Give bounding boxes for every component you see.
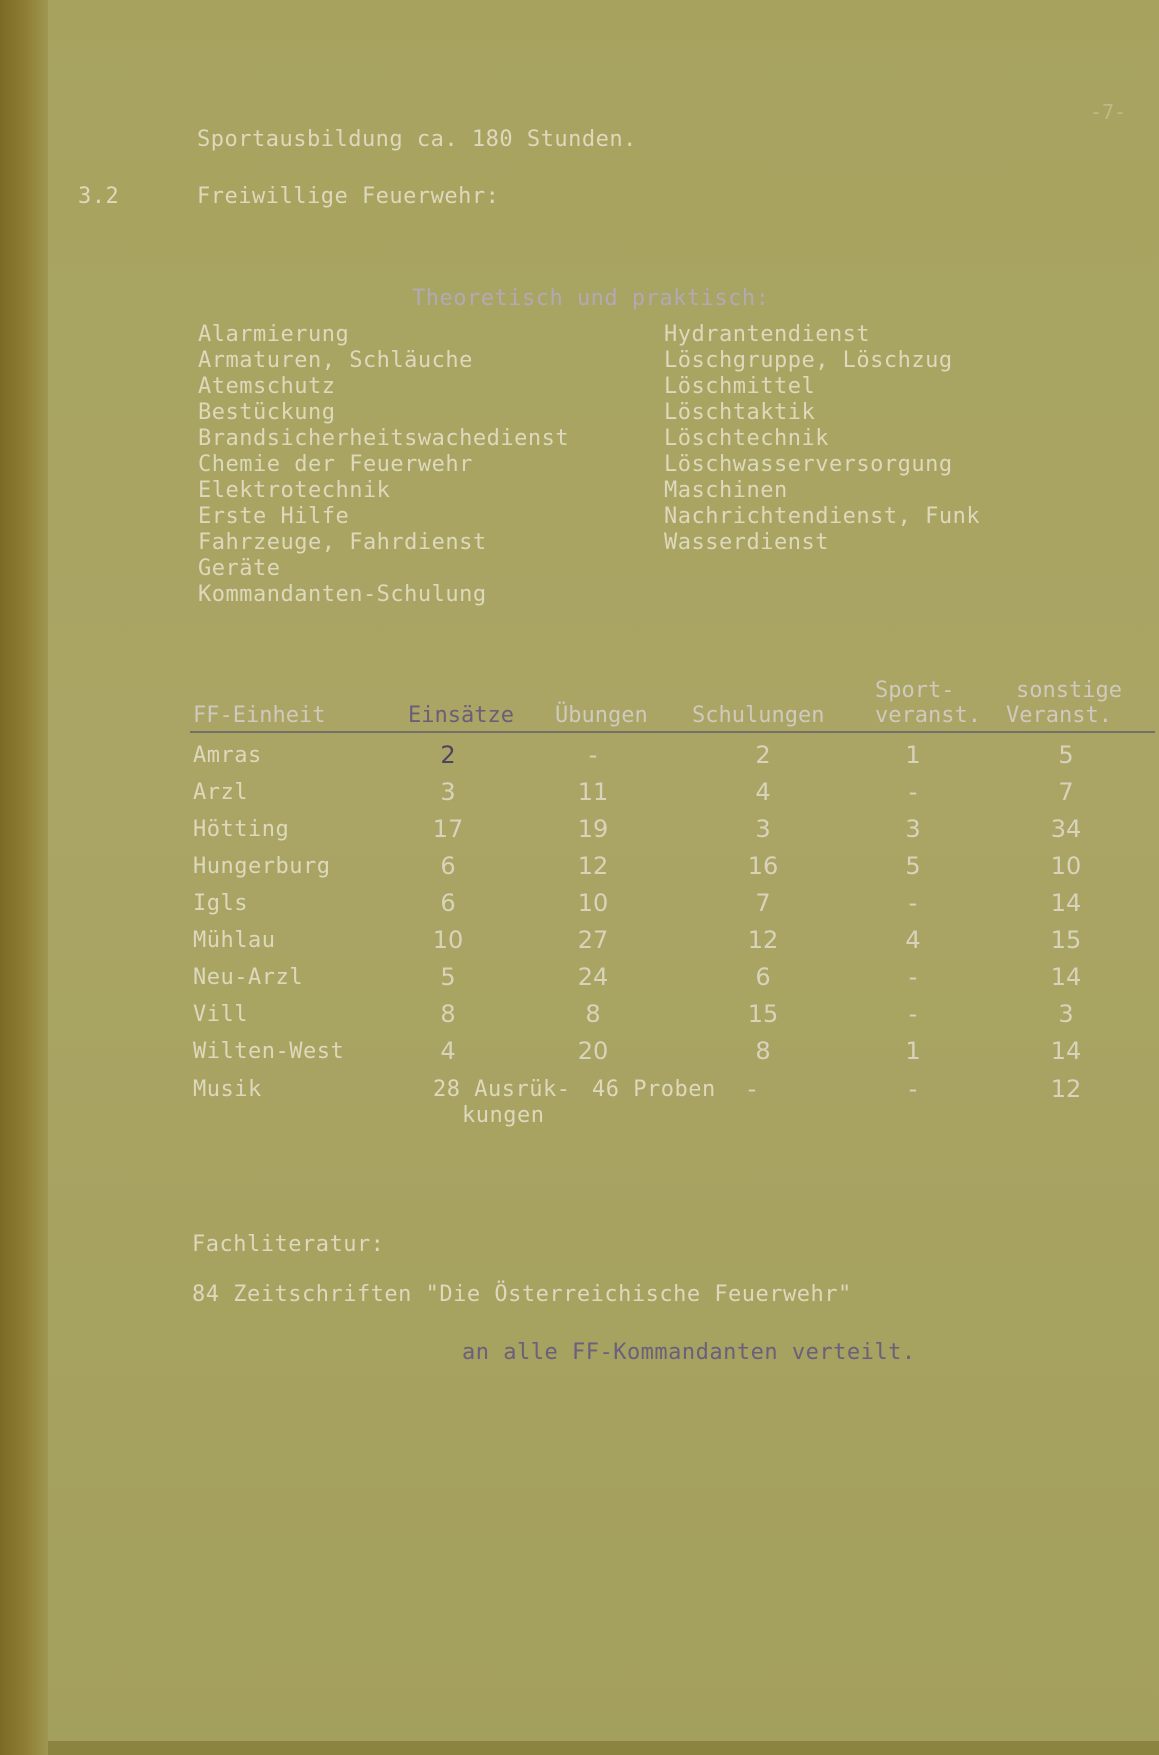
cell-uebungen: - [588, 741, 598, 769]
cell-sport: 1 [905, 1037, 921, 1065]
header-sport-line1: Sport- [875, 678, 955, 703]
cell-sport: - [908, 889, 918, 917]
cell-einsaetze: 4 [440, 1037, 456, 1065]
cell-uebungen: 11 [577, 778, 609, 806]
cell-schulungen: 12 [747, 926, 779, 954]
topic-item: Armaturen, Schläuche [198, 348, 473, 373]
cell-unit: Igls [193, 891, 248, 916]
cell-einsaetze: 17 [432, 815, 464, 843]
page-binding-edge [0, 0, 48, 1755]
cell-einsaetze: 6 [440, 889, 456, 917]
cell-schulungen: 7 [755, 889, 771, 917]
cell-unit: Amras [193, 743, 262, 768]
topic-item: Hydrantendienst [664, 322, 871, 347]
topic-item: Brandsicherheitswachedienst [198, 426, 570, 451]
cell-sonstige: 34 [1050, 815, 1082, 843]
topic-item: Löschmittel [664, 374, 816, 399]
cell-uebungen: 46 Proben [592, 1077, 716, 1102]
cell-sonstige: 12 [1050, 1075, 1082, 1103]
cell-schulungen: 4 [755, 778, 771, 806]
cell-schulungen: - [747, 1075, 757, 1103]
topic-item: Löschtechnik [664, 426, 829, 451]
header-sport-line2: veranst. [875, 703, 981, 728]
cell-unit: Hötting [193, 817, 290, 842]
header-underline [190, 731, 1155, 733]
cell-uebungen: 10 [577, 889, 609, 917]
cell-sport: 4 [905, 926, 921, 954]
topic-item: Löschtaktik [664, 400, 816, 425]
header-einsaetze: Einsätze [408, 703, 514, 728]
header-schulungen: Schulungen [692, 703, 825, 728]
topic-item: Nachrichtendienst, Funk [664, 504, 981, 529]
cell-sport: 5 [905, 852, 921, 880]
cell-unit: Musik [193, 1077, 262, 1102]
cell-einsaetze: 3 [440, 778, 456, 806]
cell-uebungen: 24 [577, 963, 609, 991]
cell-einsaetze: 5 [440, 963, 456, 991]
page-number: -7- [1090, 100, 1127, 124]
cell-unit: Arzl [193, 780, 248, 805]
literature-heading: Fachliteratur: [192, 1232, 385, 1257]
cell-uebungen: 19 [577, 815, 609, 843]
cell-unit: Wilten-West [193, 1039, 345, 1064]
topic-item: Elektrotechnik [198, 478, 391, 503]
cell-unit: Vill [193, 1002, 248, 1027]
literature-line-2: an alle FF-Kommandanten verteilt. [462, 1340, 916, 1365]
cell-unit: Neu-Arzl [193, 965, 303, 990]
cell-uebungen: 27 [577, 926, 609, 954]
cell-einsaetze: 8 [440, 1000, 456, 1028]
cell-sonstige: 14 [1050, 889, 1082, 917]
topic-item: Wasserdienst [664, 530, 829, 555]
cell-sport: - [908, 963, 918, 991]
cell-sport: 1 [905, 741, 921, 769]
topic-item: Alarmierung [198, 322, 350, 347]
cell-sonstige: 15 [1050, 926, 1082, 954]
topic-item: Löschgruppe, Löschzug [664, 348, 953, 373]
cell-sonstige: 14 [1050, 1037, 1082, 1065]
cell-uebungen: 12 [577, 852, 609, 880]
topic-item: Fahrzeuge, Fahrdienst [198, 530, 487, 555]
cell-schulungen: 8 [755, 1037, 771, 1065]
topic-item: Bestückung [198, 400, 336, 425]
cell-sonstige: 5 [1058, 741, 1074, 769]
topic-item: Atemschutz [198, 374, 336, 399]
cell-sonstige: 10 [1050, 852, 1082, 880]
cell-sport: - [908, 1075, 918, 1103]
topic-item: Löschwasserversorgung [664, 452, 953, 477]
literature-line-1: 84 Zeitschriften "Die Österreichische Feuerwehr" [192, 1282, 852, 1307]
header-unit: FF-Einheit [193, 703, 326, 728]
topic-item: Kommandanten-Schulung [198, 582, 487, 607]
cell-uebungen: 8 [585, 1000, 601, 1028]
cell-sport: - [908, 1000, 918, 1028]
cell-einsaetze: 2 [440, 741, 456, 769]
topic-item: Geräte [198, 556, 281, 581]
cell-sport: 3 [905, 815, 921, 843]
cell-sport: - [908, 778, 918, 806]
cell-schulungen: 3 [755, 815, 771, 843]
cell-schulungen: 2 [755, 741, 771, 769]
intro-line: Sportausbildung ca. 180 Stunden. [197, 127, 637, 152]
cell-sonstige: 14 [1050, 963, 1082, 991]
cell-schulungen: 6 [755, 963, 771, 991]
topics-heading: Theoretisch und praktisch: [412, 286, 770, 311]
section-title: Freiwillige Feuerwehr: [197, 184, 500, 209]
topic-item: Maschinen [664, 478, 788, 503]
cell-einsaetze: 6 [440, 852, 456, 880]
section-number: 3.2 [78, 184, 120, 209]
header-sonstige-line2: Veranst. [1006, 703, 1112, 728]
cell-schulungen: 16 [747, 852, 779, 880]
header-uebungen: Übungen [555, 703, 648, 728]
header-sonstige-line1: sonstige [1016, 678, 1122, 703]
cell-unit: Hungerburg [193, 854, 331, 879]
cell-sonstige: 7 [1058, 778, 1074, 806]
topic-item: Chemie der Feuerwehr [198, 452, 473, 477]
cell-schulungen: 15 [747, 1000, 779, 1028]
cell-unit: Mühlau [193, 928, 276, 953]
topic-item: Erste Hilfe [198, 504, 350, 529]
page-bottom-edge [48, 1741, 1159, 1755]
cell-einsaetze: 28 Ausrük- [433, 1077, 571, 1102]
cell-uebungen: 20 [577, 1037, 609, 1065]
cell-sonstige: 3 [1058, 1000, 1074, 1028]
cell-einsaetze: 10 [432, 926, 464, 954]
cell-einsaetze-cont: kungen [462, 1103, 545, 1128]
